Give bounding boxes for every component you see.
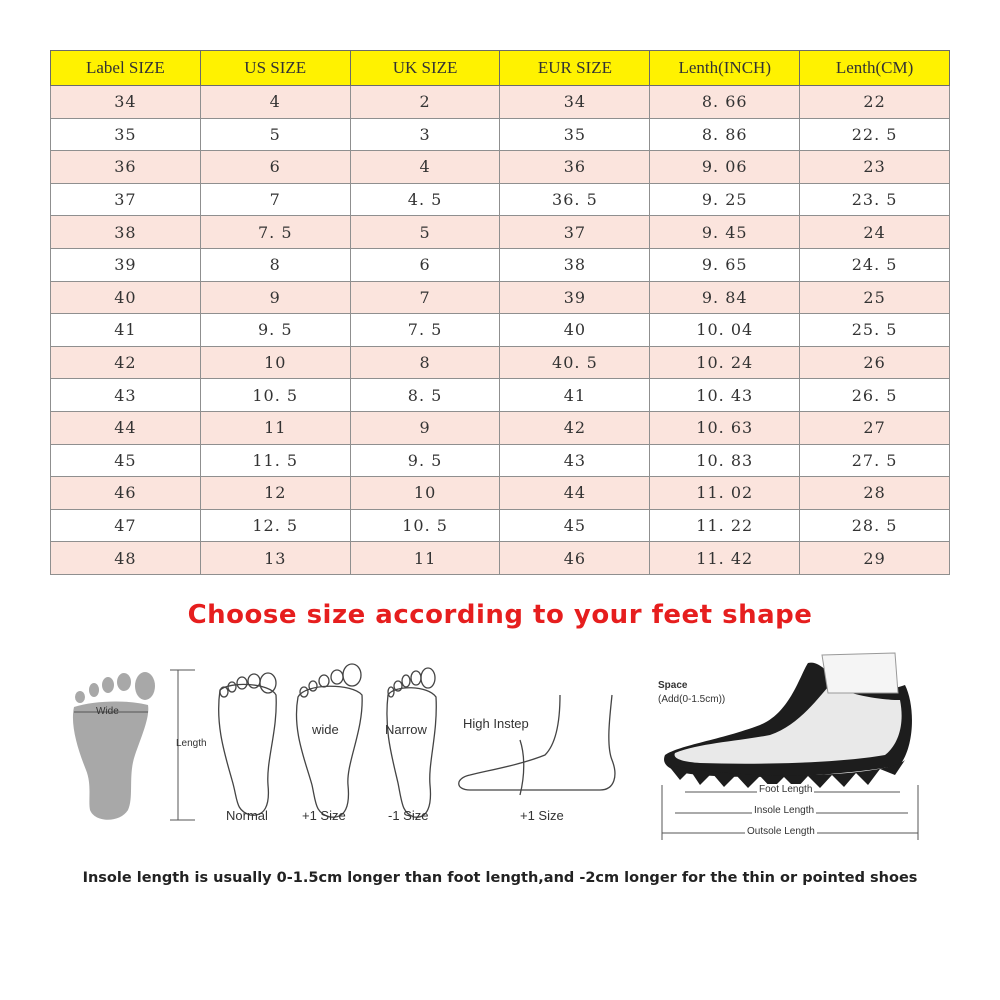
table-cell: 8	[350, 346, 500, 379]
table-cell: 7	[350, 281, 500, 314]
wide-foot-icon	[296, 664, 362, 817]
table-cell: 34	[500, 86, 650, 119]
table-cell: 8. 66	[650, 86, 800, 119]
table-cell: 13	[200, 542, 350, 575]
table-cell: 26	[800, 346, 950, 379]
outsole-length-label: Outsole Length	[747, 826, 815, 837]
footprint-icon	[73, 672, 155, 820]
table-cell: 9. 45	[650, 216, 800, 249]
table-cell: 10. 43	[650, 379, 800, 412]
table-cell: 29	[800, 542, 950, 575]
table-cell: 46	[51, 477, 201, 510]
table-cell: 9. 25	[650, 183, 800, 216]
table-cell: 38	[51, 216, 201, 249]
table-cell: 37	[500, 216, 650, 249]
table-cell: 39	[500, 281, 650, 314]
table-cell: 10. 04	[650, 314, 800, 347]
table-cell: 43	[51, 379, 201, 412]
table-cell: 8. 5	[350, 379, 500, 412]
table-cell: 37	[51, 183, 201, 216]
table-cell: 36	[500, 151, 650, 184]
table-cell: 11. 42	[650, 542, 800, 575]
table-cell: 44	[500, 477, 650, 510]
table-cell: 10	[200, 346, 350, 379]
table-cell: 22. 5	[800, 118, 950, 151]
table-cell: 7. 5	[200, 216, 350, 249]
table-cell: 6	[200, 151, 350, 184]
table-cell: 44	[51, 411, 201, 444]
table-cell: 34	[51, 86, 201, 119]
shoe-cross-section-icon	[664, 653, 912, 789]
table-cell: 10. 5	[200, 379, 350, 412]
table-cell: 5	[200, 118, 350, 151]
table-cell: 10. 83	[650, 444, 800, 477]
narrow-label: Narrow	[385, 722, 427, 737]
column-header: Lenth(CM)	[800, 51, 950, 86]
table-body	[51, 86, 950, 575]
table-header-row	[51, 51, 950, 86]
table-cell: 4	[350, 151, 500, 184]
table-row	[51, 216, 950, 249]
table-row	[51, 248, 950, 281]
table-cell: 25. 5	[800, 314, 950, 347]
table-cell: 38	[500, 248, 650, 281]
table-cell: 25	[800, 281, 950, 314]
table-cell: 11. 02	[650, 477, 800, 510]
table-cell: 28. 5	[800, 509, 950, 542]
length-label: Length	[176, 738, 207, 749]
normal-label: Normal	[226, 808, 268, 823]
table-cell: 41	[500, 379, 650, 412]
table-cell: 9. 65	[650, 248, 800, 281]
insole-length-label: Insole Length	[754, 805, 815, 816]
column-header: Label SIZE	[51, 51, 201, 86]
foot-shape-diagram	[0, 645, 1000, 855]
table-row	[51, 314, 950, 347]
table-cell: 45	[500, 509, 650, 542]
table-cell: 43	[500, 444, 650, 477]
space-label: Space	[658, 680, 688, 691]
table-cell: 23	[800, 151, 950, 184]
column-header: Lenth(INCH)	[650, 51, 800, 86]
table-cell: 10. 5	[350, 509, 500, 542]
high-instep-size-label: +1 Size	[520, 808, 564, 823]
column-header: UK SIZE	[350, 51, 500, 86]
table-cell: 12. 5	[200, 509, 350, 542]
table-cell: 42	[51, 346, 201, 379]
table-cell: 12	[200, 477, 350, 510]
table-cell: 5	[350, 216, 500, 249]
table-cell: 11	[200, 411, 350, 444]
table-row	[51, 477, 950, 510]
table-cell: 27	[800, 411, 950, 444]
table-cell: 8	[200, 248, 350, 281]
high-instep-label: High Instep	[463, 716, 529, 731]
table-cell: 47	[51, 509, 201, 542]
table-cell: 24	[800, 216, 950, 249]
table-cell: 48	[51, 542, 201, 575]
table-cell: 9	[350, 411, 500, 444]
wide-foot-label: wide	[312, 722, 339, 737]
table-cell: 40	[500, 314, 650, 347]
table-cell: 4	[200, 86, 350, 119]
table-cell: 11. 22	[650, 509, 800, 542]
insole-note: Insole length is usually 0-1.5cm longer than foot length,and -2cm longer for the thin or pointed shoes	[82, 870, 918, 886]
table-cell: 9	[200, 281, 350, 314]
wide-size-label: +1 Size	[302, 808, 346, 823]
column-header: US SIZE	[200, 51, 350, 86]
table-cell: 35	[51, 118, 201, 151]
table-cell: 36	[51, 151, 201, 184]
table-cell: 4. 5	[350, 183, 500, 216]
table-cell: 45	[51, 444, 201, 477]
table-row	[51, 346, 950, 379]
table-cell: 10	[350, 477, 500, 510]
table-cell: 9. 84	[650, 281, 800, 314]
table-row	[51, 281, 950, 314]
normal-foot-icon	[219, 673, 277, 815]
table-row	[51, 151, 950, 184]
table-cell: 11. 5	[200, 444, 350, 477]
table-cell: 11	[350, 542, 500, 575]
table-cell: 39	[51, 248, 201, 281]
table-cell: 22	[800, 86, 950, 119]
table-cell: 7	[200, 183, 350, 216]
table-row	[51, 444, 950, 477]
space-add-label: (Add(0-1.5cm))	[658, 694, 726, 705]
size-chart-table	[50, 50, 950, 575]
table-cell: 8. 86	[650, 118, 800, 151]
table-row	[51, 509, 950, 542]
high-instep-foot-icon	[459, 695, 615, 795]
table-cell: 10. 63	[650, 411, 800, 444]
table-row	[51, 411, 950, 444]
table-cell: 40	[51, 281, 201, 314]
column-header: EUR SIZE	[500, 51, 650, 86]
table-row	[51, 379, 950, 412]
table-row	[51, 183, 950, 216]
table-cell: 7. 5	[350, 314, 500, 347]
foot-length-label: Foot Length	[759, 784, 813, 795]
table-cell: 26. 5	[800, 379, 950, 412]
table-cell: 2	[350, 86, 500, 119]
narrow-foot-icon	[387, 668, 436, 817]
table-row	[51, 118, 950, 151]
table-cell: 36. 5	[500, 183, 650, 216]
table-cell: 9. 06	[650, 151, 800, 184]
table-row	[51, 86, 950, 119]
table-cell: 9. 5	[200, 314, 350, 347]
table-cell: 10. 24	[650, 346, 800, 379]
table-cell: 35	[500, 118, 650, 151]
table-cell: 46	[500, 542, 650, 575]
table-cell: 6	[350, 248, 500, 281]
table-cell: 41	[51, 314, 201, 347]
foot-shapes-illustration	[0, 645, 1000, 855]
table-cell: 42	[500, 411, 650, 444]
headline: Choose size according to your feet shape	[187, 600, 813, 630]
table-cell: 28	[800, 477, 950, 510]
table-cell: 3	[350, 118, 500, 151]
table-cell: 27. 5	[800, 444, 950, 477]
wide-label: Wide	[96, 706, 119, 717]
table-cell: 23. 5	[800, 183, 950, 216]
narrow-size-label: -1 Size	[388, 808, 429, 823]
table-cell: 40. 5	[500, 346, 650, 379]
table-row	[51, 542, 950, 575]
table-cell: 24. 5	[800, 248, 950, 281]
table-cell: 9. 5	[350, 444, 500, 477]
